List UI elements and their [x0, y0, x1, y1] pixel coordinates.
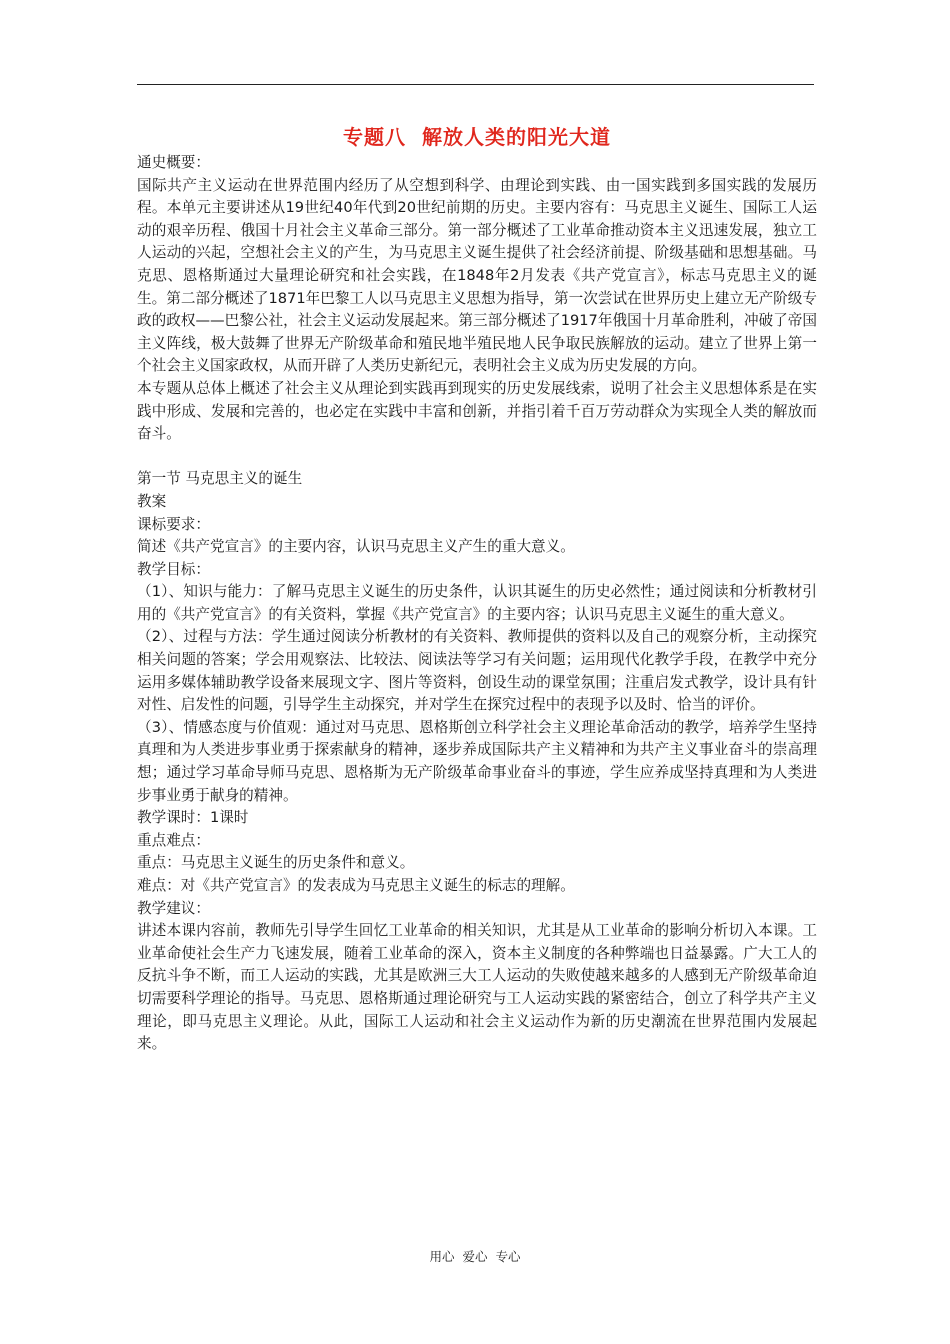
key-points-label: 重点难点：	[137, 831, 210, 849]
curriculum-requirement-text: 简述《共产党宣言》的主要内容，认识马克思主义产生的重大意义。	[137, 538, 575, 556]
teaching-suggestions-label: 教学建议：	[137, 899, 210, 917]
goal-process: （2）、过程与方法：学生通过阅读分析教材的有关资料、教师提供的资料以及自己的观察分析，主动探究相关问题的答案；学会用观察法、比较法、阅读法等学习有关问题；运用现代化教学手段，在教学中充分运用多媒体辅助教学设备来展现文字、图片等资料，创设生动的课堂氛围；注重启发式教学，设计具有针对性、启发性的问题，引导学生主动探究，并对学生在探究过程中的表现予以及时、恰当的评价。	[137, 628, 817, 714]
goal-knowledge: （1）、知识与能力：了解马克思主义诞生的历史条件，认识其诞生的历史必然性；通过阅读和分析教材引用的《共产党宣言》的有关资料，掌握《共产党宣言》的主要内容；认识马克思主义诞生的重大意义。	[137, 583, 817, 623]
lesson-heading: 第一节 马克思主义的诞生	[137, 470, 303, 488]
overview-paragraph: 国际共产主义运动在世界范围内经历了从空想到科学、由理论到实践、由一国实践到多国实践的发展历程。本单元主要讲述从19世纪40年代到20世纪前期的历史。主要内容有：马克思主义诞生、国际工人运动的艰辛历程、俄国十月社会主义革命三部分。第一部分概述了工业革命推动资本主义迅速发展，独立工人运动的兴起，空想社会主义的产生，为马克思主义诞生提供了社会经济前提、阶级基础和思想基础。马克思、恩格斯通过大量理论研究和社会实践，在1848年2月发表《共产党宣言》，标志马克思主义的诞生。第二部分概述了1871年巴黎工人以马克思主义思想为指导，第一次尝试在世界历史上建立无产阶级专政的政权——巴黎公社，社会主义运动发展起来。第三部分概述了1917年俄国十月革命胜利，冲破了帝国主义阵线，极大鼓舞了世界无产阶级革命和殖民地半殖民地人民争取民族解放的运动。建立了世界上第一个社会主义国家政权，从而开辟了人类历史新纪元，表明社会主义成为历史发展的方向。	[137, 176, 817, 375]
goal-values: （3）、情感态度与价值观：通过对马克思、恩格斯创立科学社会主义理论革命活动的教学，培养学生坚持真理和为人类进步事业勇于探索献身的精神，逐步养成国际共产主义精神和为共产主义事业奋斗的崇高理想；通过学习革命导师马克思、恩格斯为无产阶级革命事业奋斗的事迹，学生应养成坚持真理和为人类进步事业勇于献身的精神。	[137, 718, 817, 804]
document-title: 专题八 解放人类的阳光大道	[343, 125, 611, 149]
summary-paragraph: 本专题从总体上概述了社会主义从理论到实践再到现实的历史发展线索，说明了社会主义思想体系是在实践中形成、发展和完善的，也必定在实践中丰富和创新，并指引着千百万劳动群众为实现全人类的解放而奋斗。	[137, 379, 817, 443]
document-body	[137, 122, 817, 1056]
class-hours: 教学课时：1课时	[137, 809, 249, 827]
teaching-suggestions-text: 讲述本课内容前，教师先引导学生回忆工业革命的相关知识，尤其是从工业革命的影响分析切入本课。工业革命使社会生产力飞速发展，随着工业革命的深入，资本主义制度的各种弊端也日益暴露。广大工人的反抗斗争不断，而工人运动的实践，尤其是欧洲三大工人运动的失败使越来越多的人感到无产阶级革命迫切需要科学理论的指导。马克思、恩格斯通过理论研究与工人运动实践的紧密结合，创立了科学共产主义理论，即马克思主义理论。从此，国际工人运动和社会主义运动作为新的历史潮流在世界范围内发展起来。	[137, 922, 817, 1053]
page-footer: 用心 爱心 专心	[429, 1249, 521, 1264]
section-label-overview: 通史概要：	[137, 154, 210, 171]
lesson-plan-label: 教案	[137, 492, 167, 510]
teaching-goals-label: 教学目标：	[137, 560, 210, 578]
key-point: 重点：马克思主义诞生的历史条件和意义。	[137, 854, 415, 872]
curriculum-requirement-label: 课标要求：	[137, 515, 210, 533]
blank-line	[137, 446, 817, 469]
difficult-point: 难点：对《共产党宣言》的发表成为马克思主义诞生的标志的理解。	[137, 877, 575, 894]
header-rule	[137, 84, 814, 85]
